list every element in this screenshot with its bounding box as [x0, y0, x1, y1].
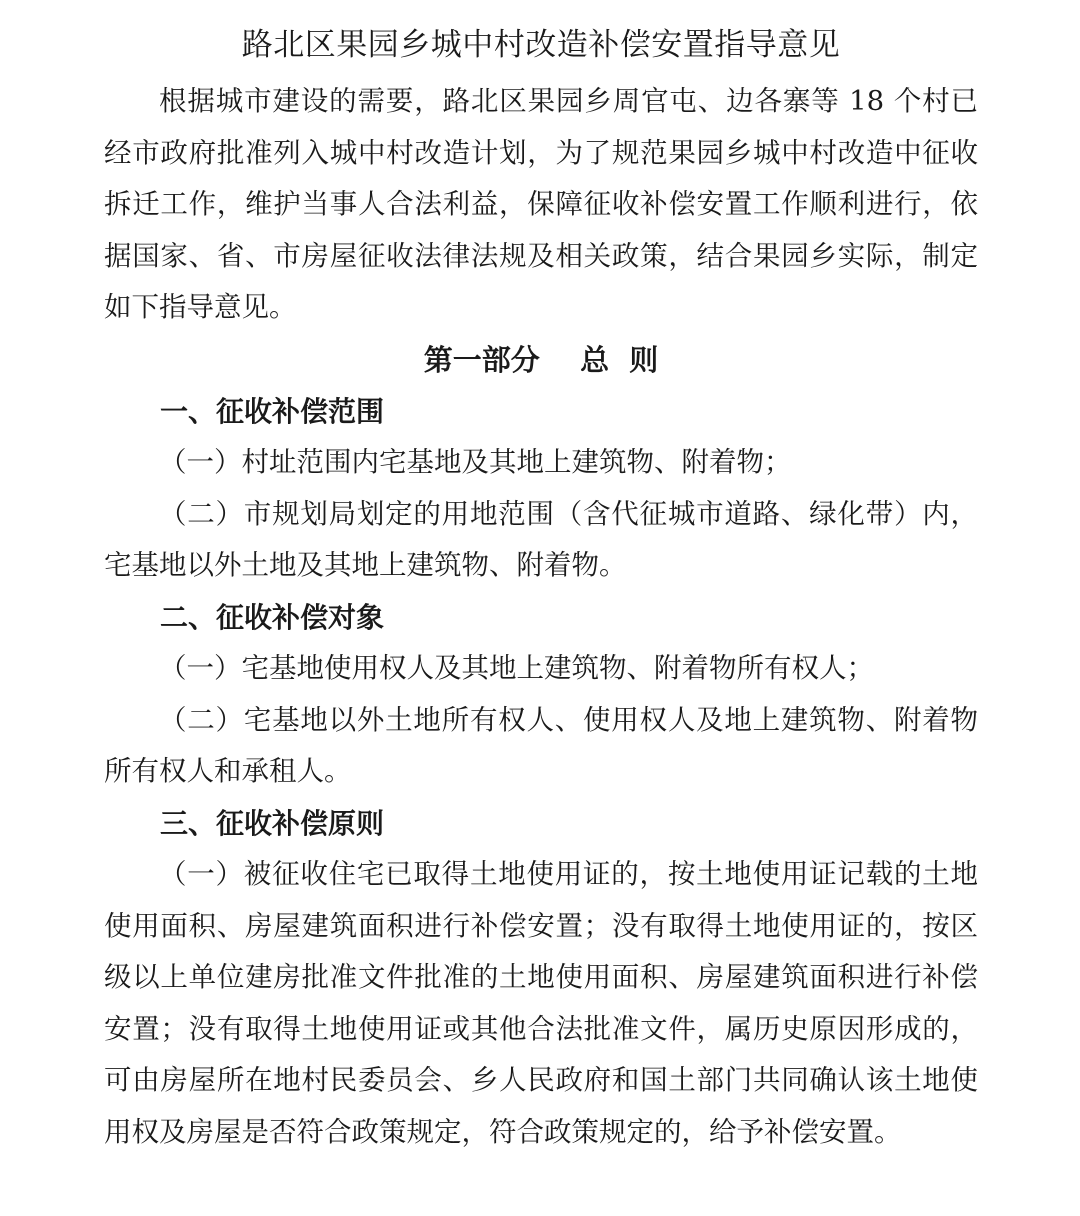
section-heading-scope: 一、征收补偿范围 [160, 394, 385, 428]
section-heading-objects: 二、征收补偿对象 [160, 600, 385, 634]
document-title: 路北区果园乡城中村改造补偿安置指导意见 [241, 27, 841, 63]
document-page [104, 18, 978, 1158]
scope-item-2: （二）市规划局划定的用地范围（含代征城市道路、绿化带）内，宅基地以外土地及其地上建筑物、附着物。 [104, 497, 978, 581]
section-heading-principles: 三、征收补偿原则 [160, 806, 385, 840]
objects-item-2: （二）宅基地以外土地所有权人、使用权人及地上建筑物、附着物所有权人和承租人。 [104, 703, 978, 787]
scope-item-1: （一）村址范围内宅基地及其地上建筑物、附着物； [159, 446, 792, 478]
objects-item-1: （一）宅基地使用权人及其地上建筑物、附着物所有权人； [159, 652, 874, 684]
principles-item-1: （一）被征收住宅已取得土地使用证的，按土地使用证记载的土地使用面积、房屋建筑面积进行补偿安置；没有取得土地使用证的，按区级以上单位建房批准文件批准的土地使用面积、房屋建筑面积进行补偿安置；没有取得土地使用证或其他合法批准文件，属历史原因形成的，可由房屋所在地村民委员会、乡人民政府和国土部门共同确认该土地使用权及房屋是否符合政策规定，符合政策规定的，给予补偿安置。 [104, 858, 978, 1148]
intro-paragraph: 根据城市建设的需要，路北区果园乡周官屯、边各寨等 18 个村已经市政府批准列入城中村改造计划，为了规范果园乡城中村改造中征收拆迁工作，维护当事人合法利益，保障征收补偿安置工作顺利进行，依据国家、省、市房屋征收法律法规及相关政策，结合果园乡实际，制定如下指导意见。 [104, 85, 978, 323]
part-one-heading: 第一部分 总 则 [423, 342, 659, 377]
